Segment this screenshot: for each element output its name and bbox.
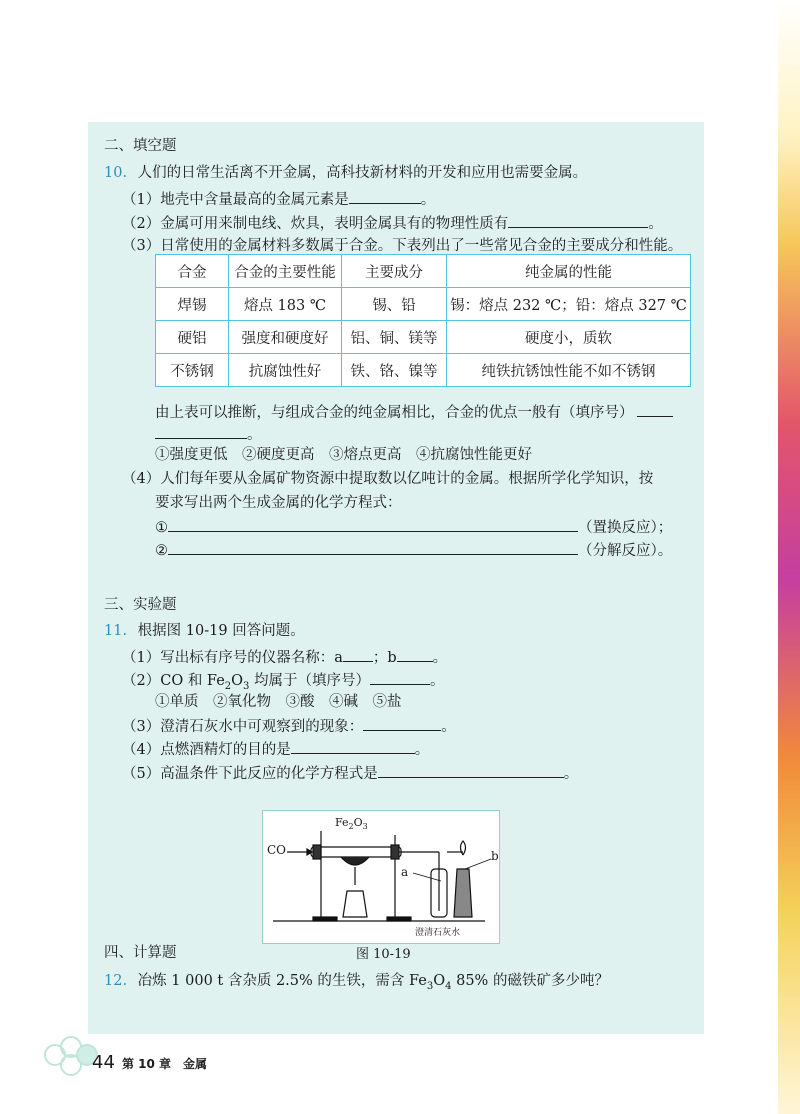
inner-caption: 澄清石灰水 xyxy=(415,928,461,938)
part-text: 均属于（填序号） xyxy=(249,673,371,689)
table-row xyxy=(156,354,691,387)
figure-apparatus xyxy=(262,810,500,944)
part-end: 。 xyxy=(430,673,445,689)
question-10-stem xyxy=(104,164,587,182)
part-end: 。 xyxy=(563,766,579,782)
part-end: 。 xyxy=(420,192,436,208)
q11-part3 xyxy=(122,716,456,736)
section-heading-experiment: 三、实验题 xyxy=(104,597,177,613)
table-header-row xyxy=(156,255,691,288)
subscript: 3 xyxy=(426,980,434,992)
q11-part1 xyxy=(122,647,447,667)
table-cell: 铁、铬、镍等 xyxy=(342,354,447,387)
table-cell: 熔点 183 ℃ xyxy=(229,288,342,321)
answer-blank[interactable] xyxy=(378,763,564,778)
q11-part5 xyxy=(122,763,578,783)
question-text: 冶炼 1 000 t 含杂质 2.5% 的生铁，需含 Fe xyxy=(137,973,427,989)
glass-tube xyxy=(311,847,401,857)
fe2o3-label: $Fe_2O_3$ xyxy=(335,816,368,832)
q11-part2-options: ①单质 ②氧化物 ③酸 ④碱 ⑤盐 xyxy=(155,694,402,710)
q10-part4b: 要求写出两个生成金属的化学方程式： xyxy=(155,495,402,511)
section-heading-calc: 四、计算题 xyxy=(104,945,177,961)
subscript: 3 xyxy=(243,680,250,692)
answer-blank[interactable] xyxy=(397,647,433,662)
stopper xyxy=(313,845,321,859)
q10-inference-cont xyxy=(155,424,262,444)
equation-mark: ② xyxy=(155,543,168,559)
answer-blank[interactable] xyxy=(349,189,421,204)
subscript: 2 xyxy=(224,680,232,692)
part-text: （5）高温条件下此反应的化学方程式是 xyxy=(122,766,378,782)
figure-caption: 图 10-19 xyxy=(356,947,411,962)
q10-equation-1 xyxy=(155,517,672,537)
q10-part4a: （4）人们每年要从金属矿物资源中提取数以亿吨计的金属。根据所学化学知识，按 xyxy=(122,471,654,487)
part-text: （2）CO 和 Fe xyxy=(122,673,225,689)
question-text: O xyxy=(433,973,446,989)
q10-equation-2 xyxy=(155,540,672,560)
part-end: 。 xyxy=(648,216,663,232)
part-text: ；b xyxy=(372,650,397,666)
answer-blank[interactable] xyxy=(363,716,441,731)
chapter-title: 第 10 章 金属 xyxy=(122,1057,208,1071)
q10-inference xyxy=(155,402,673,422)
part-text: 由上表可以推断，与组成合金的纯金属相比，合金的优点一般有（填序号） xyxy=(155,405,634,421)
question-text: 85% 的磁铁矿多少吨？ xyxy=(451,973,609,989)
question-text: 根据图 10-19 回答问题。 xyxy=(137,623,305,639)
question-text: 人们的日常生活离不开金属，高科技新材料的开发和应用也需要金属。 xyxy=(137,165,588,181)
answer-blank[interactable] xyxy=(291,739,415,754)
table-cell: 不锈钢 xyxy=(156,354,229,387)
table-cell: 强度和硬度好 xyxy=(229,321,342,354)
part-end: 。 xyxy=(414,742,430,758)
answer-blank[interactable] xyxy=(155,424,247,439)
table-header-cell: 纯金属的性能 xyxy=(447,255,691,288)
q10-part3: （3）日常使用的金属材料多数属于合金。下表列出了一些常见合金的主要成分和性能。 xyxy=(122,238,683,254)
equation-mark: ① xyxy=(155,520,168,536)
apparatus-diagram xyxy=(263,811,499,943)
part-text: O xyxy=(231,673,244,689)
fe2o3-powder xyxy=(341,857,369,865)
flame xyxy=(461,841,466,855)
answer-blank[interactable] xyxy=(168,540,578,555)
answer-blank[interactable] xyxy=(637,402,673,417)
table-cell: 抗腐蚀性好 xyxy=(229,354,342,387)
question-12 xyxy=(104,972,609,996)
part-text: （1）写出标有序号的仪器名称：a xyxy=(122,650,343,666)
table-row xyxy=(156,321,691,354)
answer-blank[interactable] xyxy=(343,647,373,662)
equation-type: （置换反应）； xyxy=(578,520,673,536)
answer-blank[interactable] xyxy=(508,213,648,228)
stand-base xyxy=(313,917,337,921)
table-header-cell: 主要成分 xyxy=(342,255,447,288)
alloy-table xyxy=(155,254,691,387)
table-cell: 硬铝 xyxy=(156,321,229,354)
q11-part2 xyxy=(122,670,445,696)
part-end: 。 xyxy=(247,427,262,443)
table-cell: 锡：熔点 232 ℃；铅：熔点 327 ℃ xyxy=(447,288,691,321)
table-cell: 铝、铜、镁等 xyxy=(342,321,447,354)
question-number: 11. xyxy=(104,623,128,639)
table-cell: 焊锡 xyxy=(156,288,229,321)
table-header-cell: 合金 xyxy=(156,255,229,288)
part-text: （4）点燃酒精灯的目的是 xyxy=(122,742,291,758)
part-text: （2）金属可用来制电线、炊具，表明金属具有的物理性质有 xyxy=(122,216,509,232)
part-end: 。 xyxy=(441,719,456,735)
answer-blank[interactable] xyxy=(370,670,430,685)
label-b: b xyxy=(491,849,499,863)
q10-part1 xyxy=(122,189,435,209)
alcohol-lamp xyxy=(343,891,367,917)
part-end: 。 xyxy=(432,650,448,666)
q11-part4 xyxy=(122,739,429,759)
table-row xyxy=(156,288,691,321)
question-number: 10. xyxy=(104,165,128,181)
table-header-cell: 合金的主要性能 xyxy=(229,255,342,288)
question-number: 12. xyxy=(104,973,128,989)
answer-blank[interactable] xyxy=(168,517,578,532)
section-heading-fill: 二、填空题 xyxy=(104,138,177,154)
subscript: 4 xyxy=(445,980,452,992)
table-cell: 纯铁抗锈蚀性能不如不锈钢 xyxy=(447,354,691,387)
stand-base xyxy=(387,917,411,921)
table-cell: 硬度小，质软 xyxy=(447,321,691,354)
part-text: （1）地壳中含量最高的金属元素是 xyxy=(122,192,349,208)
stopper xyxy=(391,845,399,859)
label-a: a xyxy=(401,865,409,879)
co-label: CO xyxy=(267,843,287,857)
q10-part2 xyxy=(122,213,663,233)
table-cell: 锡、铅 xyxy=(342,288,447,321)
decorative-side-strip xyxy=(778,0,800,1114)
q10-options: ①强度更低 ②硬度更高 ③熔点更高 ④抗腐蚀性能更好 xyxy=(155,447,532,463)
question-11-stem xyxy=(104,622,305,640)
burner-b xyxy=(454,869,472,917)
equation-type: （分解反应）。 xyxy=(578,543,673,559)
page-number: 44 xyxy=(92,1052,115,1073)
part-text: （3）澄清石灰水中可观察到的现象： xyxy=(122,719,364,735)
